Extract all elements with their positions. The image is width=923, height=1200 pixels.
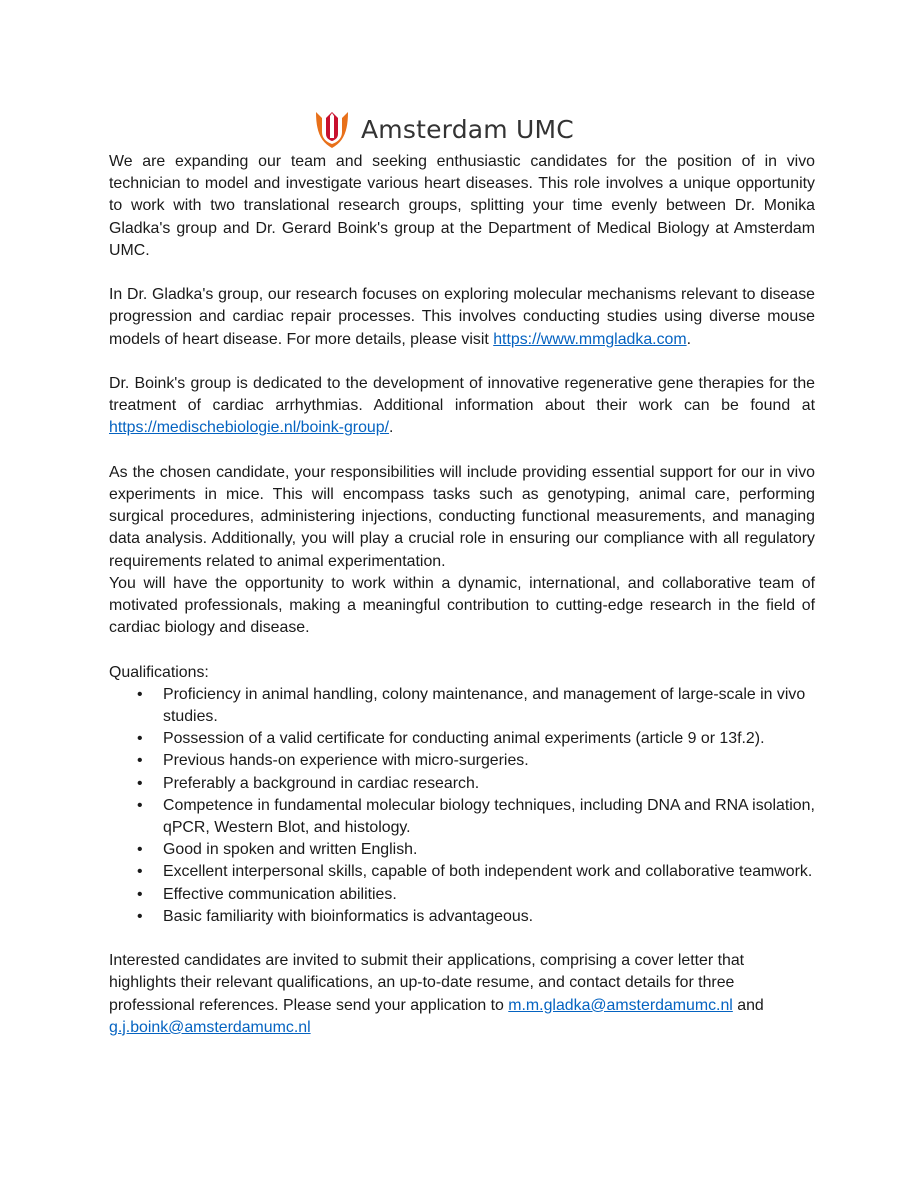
list-item: • Possession of a valid certificate for conducting animal experiments (article 9 or 13f.2). bbox=[163, 728, 815, 750]
tulip-icon bbox=[313, 108, 351, 150]
document-body bbox=[109, 151, 815, 1039]
list-item: • Good in spoken and written English. bbox=[163, 839, 815, 861]
list-item: • Competence in fundamental molecular biology techniques, including DNA and RNA isolation, qPCR, Western Blot, and histology. bbox=[163, 795, 815, 839]
responsibilities-paragraph: As the chosen candidate, your responsibilities will include providing essential support for our in vivo experiments in mice. This will encompass tasks such as genotyping, animal care, performing surgical procedures, administering injections, conducting functional measurements, and managing data analysis. Additionally, you will play a crucial role in ensuring our compliance with all regulatory requirements related to animal experimentation. bbox=[109, 463, 815, 570]
application-text: Interested candidates are invited to submit their applications, comprising a cover letter that highlights their relevant qualifications, an up-to-date resume, and contact details for three professional references. Please send your application to bbox=[109, 952, 745, 1014]
gladka-email-link[interactable]: m.m.gladka@amsterdamumc.nl bbox=[508, 996, 733, 1014]
boink-paragraph bbox=[109, 373, 815, 440]
boink-text: Dr. Boink's group is dedicated to the development of innovative regenerative gene therapies for the treatment of cardiac arrhythmias. Additional information about their work can be found at bbox=[109, 375, 815, 415]
list-item: • Excellent interpersonal skills, capable of both independent work and collaborative teamwork. bbox=[163, 861, 815, 883]
logo-text: Amsterdam UMC bbox=[361, 114, 574, 144]
intro-paragraph: We are expanding our team and seeking enthusiastic candidates for the position of in vivo technician to model and investigate various heart diseases. This role involves a unique opportunity to work with two translational research groups, splitting your time evenly between Dr. Monika Gladka's group and Dr. Gerard Boink's group at the Department of Medical Biology at Amsterdam UMC. bbox=[109, 153, 815, 259]
gladka-paragraph bbox=[109, 284, 815, 351]
gladka-website-link[interactable]: https://www.mmgladka.com bbox=[493, 330, 687, 348]
list-item: • Previous hands-on experience with micro-surgeries. bbox=[163, 750, 815, 772]
qualifications-list bbox=[109, 684, 815, 928]
and-text: and bbox=[732, 996, 764, 1014]
gladka-end: . bbox=[686, 330, 692, 348]
boink-end: . bbox=[389, 419, 394, 437]
boink-email-link[interactable]: g.j.boink@amsterdamumc.nl bbox=[109, 1018, 311, 1036]
list-item: • Proficiency in animal handling, colony maintenance, and management of large-scale in vivo studies. bbox=[163, 684, 815, 728]
application-paragraph bbox=[109, 950, 815, 1039]
list-item: • Preferably a background in cardiac research. bbox=[163, 773, 815, 795]
list-item: • Basic familiarity with bioinformatics is advantageous. bbox=[163, 906, 815, 928]
amsterdam-umc-logo bbox=[313, 108, 574, 150]
list-item: • Effective communication abilities. bbox=[163, 884, 815, 906]
team-paragraph: You will have the opportunity to work within a dynamic, international, and collaborative team of motivated professionals, making a meaningful contribution to cutting-edge research in the field of cardiac biology and disease. bbox=[109, 574, 815, 637]
qualifications-heading: Qualifications: bbox=[109, 663, 209, 681]
gladka-text: In Dr. Gladka's group, our research focuses on exploring molecular mechanisms relevant to disease progression and cardiac repair processes. This involves conducting studies using diverse mouse models of heart disease. For more details, please visit bbox=[109, 286, 815, 348]
boink-website-link[interactable]: https://medischebiologie.nl/boink-group/ bbox=[109, 419, 390, 437]
